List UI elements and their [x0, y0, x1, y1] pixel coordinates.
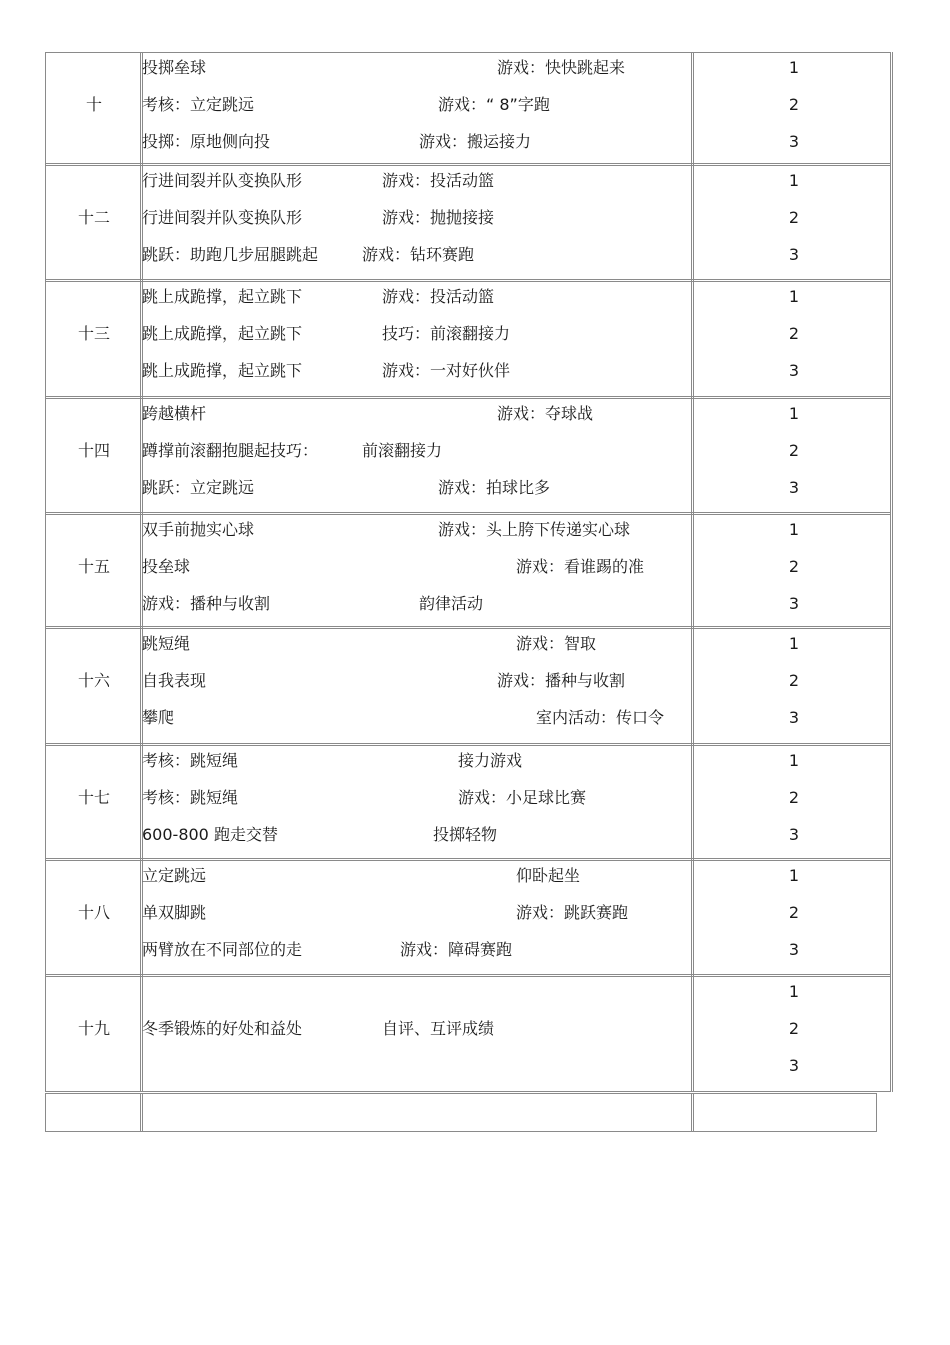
- row-top-border: [45, 52, 891, 53]
- period-number: 2: [788, 208, 800, 227]
- blank-row-divider-2-inner: [693, 1093, 694, 1132]
- left-border: [45, 52, 46, 1092]
- lesson-content: 跳上成跪撑，起立跳下: [142, 287, 303, 306]
- period-number: 2: [788, 1019, 800, 1038]
- lesson-activity: 游戏：“ 8”字跑: [438, 95, 550, 114]
- lesson-activity: 仰卧起坐: [516, 866, 581, 885]
- period-number: 3: [788, 245, 800, 264]
- week-label: 十六: [77, 671, 110, 690]
- lesson-content: 单双脚跳: [142, 903, 207, 922]
- row-bottom-border: [45, 626, 891, 627]
- blank-row-divider-inner: [142, 1093, 143, 1132]
- week-label: 十八: [77, 903, 110, 922]
- row-top-border: [45, 860, 891, 861]
- lesson-content: 投掷垒球: [142, 58, 207, 77]
- lesson-activity: 游戏：快快跳起来: [497, 58, 626, 77]
- week-label: 十三: [77, 324, 110, 343]
- week-label: 十七: [77, 788, 110, 807]
- period-number: 1: [788, 287, 800, 306]
- lesson-activity: 技巧：前滚翻接力: [382, 324, 511, 343]
- lesson-activity: 游戏：小足球比赛: [458, 788, 587, 807]
- lesson-content: 冬季锻炼的好处和益处: [142, 1019, 303, 1038]
- right-border-outer: [892, 52, 893, 1092]
- period-number: 2: [788, 95, 800, 114]
- period-number: 1: [788, 866, 800, 885]
- blank-row-top-border: [45, 1093, 877, 1094]
- period-number: 2: [788, 441, 800, 460]
- period-number: 3: [788, 708, 800, 727]
- lesson-activity: 自评、互评成绩: [382, 1019, 495, 1038]
- lesson-activity: 游戏：播种与收割: [497, 671, 626, 690]
- row-bottom-border: [45, 512, 891, 513]
- row-top-border: [45, 976, 891, 977]
- row-bottom-border: [45, 396, 891, 397]
- lesson-content: 跳上成跪撑，起立跳下: [142, 324, 303, 343]
- lesson-activity: 游戏：一对好伙伴: [382, 361, 511, 380]
- lesson-activity: 前滚翻接力: [362, 441, 443, 460]
- lesson-activity: 室内活动：传口令: [536, 708, 665, 727]
- blank-row-divider-2: [691, 1093, 692, 1132]
- period-number: 3: [788, 594, 800, 613]
- lesson-content: 跳上成跪撑，起立跳下: [142, 361, 303, 380]
- lesson-activity: 游戏：抛抛接接: [382, 208, 495, 227]
- period-number: 2: [788, 671, 800, 690]
- lesson-activity: 游戏：钻环赛跑: [362, 245, 475, 264]
- week-label: 十二: [77, 208, 110, 227]
- period-number: 2: [788, 324, 800, 343]
- period-number: 3: [788, 361, 800, 380]
- blank-row-divider: [140, 1093, 141, 1132]
- row-bottom-border: [45, 743, 891, 744]
- period-number: 2: [788, 557, 800, 576]
- lesson-activity: 游戏：拍球比多: [438, 478, 551, 497]
- period-number: 1: [788, 751, 800, 770]
- period-number: 1: [788, 520, 800, 539]
- blank-row-bottom-border: [45, 1131, 877, 1132]
- lesson-content: 跳跃：助跑几步屈腿跳起: [142, 245, 319, 264]
- lesson-content: 立定跳远: [142, 866, 207, 885]
- period-number: 1: [788, 171, 800, 190]
- row-bottom-border: [45, 279, 891, 280]
- row-top-border: [45, 514, 891, 515]
- row-top-border: [45, 745, 891, 746]
- lesson-activity: 游戏：投活动篮: [382, 287, 495, 306]
- lesson-activity: 韵律活动: [419, 594, 484, 613]
- lesson-content: 投掷：原地侧向投: [142, 132, 271, 151]
- lesson-content: 投垒球: [142, 557, 191, 576]
- row-top-border: [45, 628, 891, 629]
- row-top-border: [45, 398, 891, 399]
- row-top-border: [45, 165, 891, 166]
- period-number: 3: [788, 1056, 800, 1075]
- blank-row-left-border: [45, 1093, 46, 1132]
- lesson-activity: 接力游戏: [458, 751, 523, 770]
- right-border: [890, 52, 891, 1092]
- lesson-content: 考核：跳短绳: [142, 751, 239, 770]
- period-number: 3: [788, 132, 800, 151]
- week-label: 十九: [77, 1019, 110, 1038]
- period-number: 2: [788, 903, 800, 922]
- blank-row-right-border: [876, 1093, 877, 1132]
- lesson-content: 跨越横杆: [142, 404, 207, 423]
- row-bottom-border: [45, 974, 891, 975]
- lesson-content: 行进间裂并队变换队形: [142, 171, 303, 190]
- week-label: 十四: [77, 441, 110, 460]
- week-label: 十五: [77, 557, 110, 576]
- lesson-activity: 游戏：智取: [516, 634, 597, 653]
- lesson-content: 两臂放在不同部位的走: [142, 940, 303, 959]
- lesson-activity: 游戏：看谁踢的准: [516, 557, 645, 576]
- activity-column-divider: [691, 52, 692, 1092]
- period-number: 3: [788, 478, 800, 497]
- week-label: 十: [85, 95, 102, 114]
- lesson-content: 攀爬: [142, 708, 175, 727]
- activity-column-divider-inner: [693, 52, 694, 1092]
- lesson-content: 考核：跳短绳: [142, 788, 239, 807]
- period-number: 3: [788, 940, 800, 959]
- lesson-content: 游戏：播种与收割: [142, 594, 271, 613]
- table-bottom-border: [45, 1091, 891, 1092]
- lesson-content: 自我表现: [142, 671, 207, 690]
- lesson-activity: 投掷轻物: [433, 825, 498, 844]
- lesson-content: 蹲撑前滚翻抱腿起技巧：: [142, 441, 319, 460]
- period-number: 3: [788, 825, 800, 844]
- lesson-content: 行进间裂并队变换队形: [142, 208, 303, 227]
- period-number: 1: [788, 58, 800, 77]
- lesson-activity: 游戏：夺球战: [497, 404, 594, 423]
- row-bottom-border: [45, 858, 891, 859]
- lesson-activity: 游戏：跳跃赛跑: [516, 903, 629, 922]
- period-number: 2: [788, 788, 800, 807]
- period-number: 1: [788, 982, 800, 1001]
- row-bottom-border: [45, 163, 891, 164]
- lesson-content: 600-800 跑走交替: [142, 825, 278, 844]
- lesson-activity: 游戏：投活动篮: [382, 171, 495, 190]
- lesson-activity: 游戏：头上胯下传递实心球: [438, 520, 631, 539]
- lesson-content: 考核：立定跳远: [142, 95, 255, 114]
- row-top-border: [45, 281, 891, 282]
- lesson-content: 双手前抛实心球: [142, 520, 255, 539]
- lesson-content: 跳短绳: [142, 634, 191, 653]
- lesson-activity: 游戏：搬运接力: [419, 132, 532, 151]
- lesson-activity: 游戏：障碍赛跑: [400, 940, 513, 959]
- period-number: 1: [788, 634, 800, 653]
- period-number: 1: [788, 404, 800, 423]
- lesson-content: 跳跃：立定跳远: [142, 478, 255, 497]
